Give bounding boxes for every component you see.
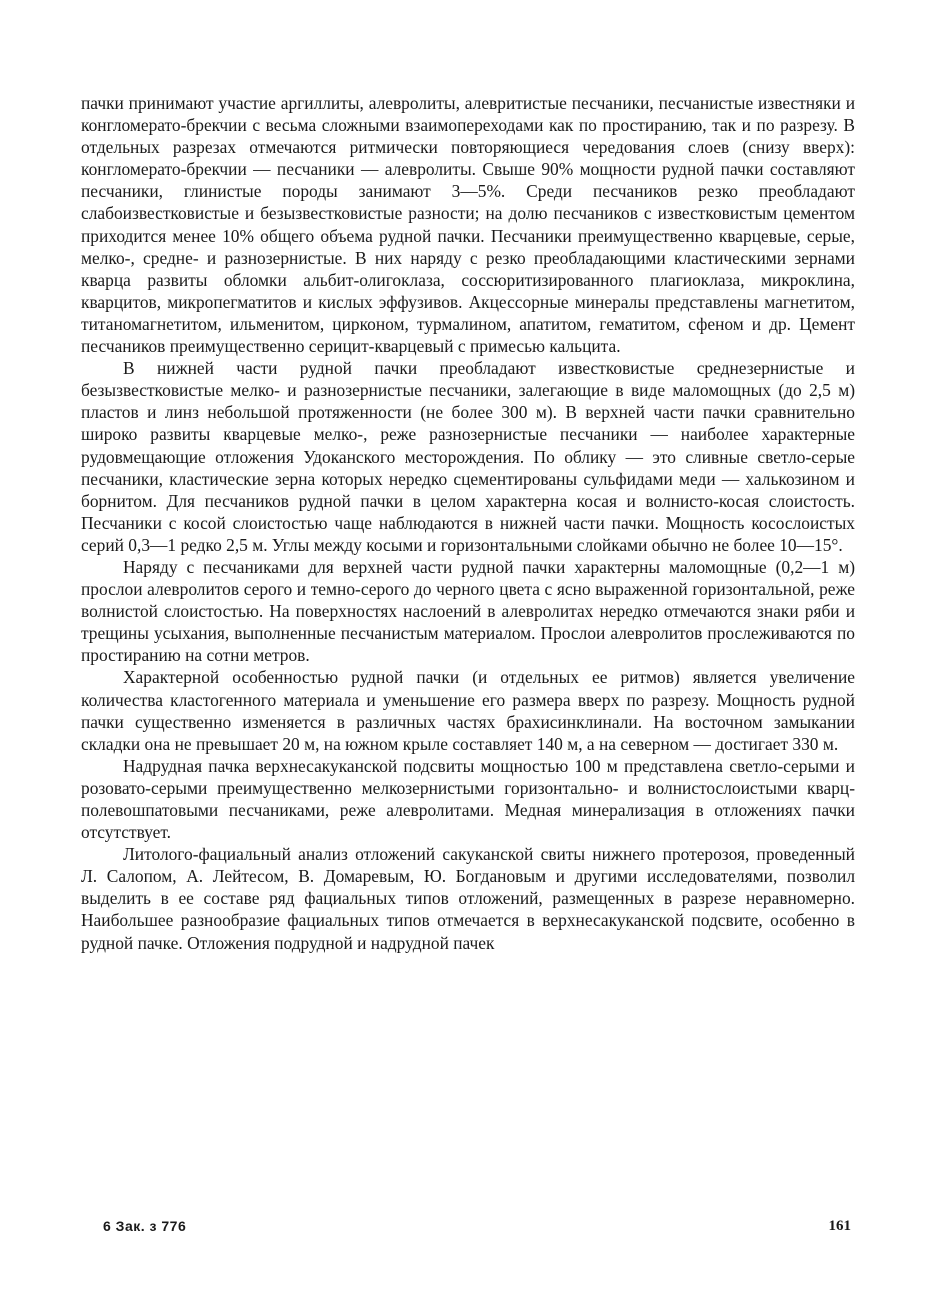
paragraph-6: Литолого-фациальный анализ отложений сакуканской свиты нижнего протерозоя, проведенный Л. Салопом, А. Лейтесом, В. Домаревым, Ю. Богдановым и другими исследователями, позволил выделить в ее составе ряд фациальных типов отложений, размещенных в разрезе неравномерно. Наибольшее разнообразие фациальных типов отмечается в верхнесакуканской подсвите, особенно в рудной пачке. Отложения подрудной и надрудной пачек <box>81 844 855 953</box>
page-body <box>81 92 855 954</box>
paragraph-4: Характерной особенностью рудной пачки (и отдельных ее ритмов) является увеличение количества кластогенного материала и уменьшение его размера вверх по разрезу. Мощность рудной пачки существенно изменяется в различных частях брахисинклинали. На восточном замыкании складки она не превышает 20 м, на южном крыле составляет 140 м, а на северном — достигает 330 м. <box>81 667 855 754</box>
printer-signature: 6 Зак. з 776 <box>103 1218 187 1234</box>
paragraph-3: Наряду с песчаниками для верхней части рудной пачки характерны маломощные (0,2—1 м) прослои алевролитов серого и темно-серого до черного цвета с ясно выраженной горизонтальной, реже волнистой слоистостью. На поверхностях наслоений в алевролитах нередко отмечаются знаки ряби и трещины усыхания, выполненные песчанистым материалом. Прослои алевролитов прослеживаются по простиранию на сотни метров. <box>81 556 855 666</box>
paragraph-2: В нижней части рудной пачки преобладают известковистые среднезернистые и безызвестковистые мелко- и разнозернистые песчаники, залегающие в виде маломощных (до 2,5 м) пластов и линз небольшой протяженности (не более 300 м). В верхней части пачки сравнительно широко развиты кварцевые мелко-, реже разнозернистые песчаники — наиболее характерные рудовмещающие отложения Удоканского месторождения. По облику — это сливные светло-серые песчаники, кластические зерна которых нередко сцементированы сульфидами меди — халькозином и борнитом. Для песчаников рудной пачки в целом характерна косая и волнисто-косая слоистость. Песчаники с косой слоистостью чаще наблюдаются в нижней части пачки. Мощность косослоистых серий 0,3—1 редко 2,5 м. Углы между косыми и горизонтальными слойками обычно не более 10—15°. <box>81 358 855 555</box>
paragraph-5: Надрудная пачка верхнесакуканской подсвиты мощностью 100 м представлена светло-серыми и розовато-серыми преимущественно мелкозернистыми горизонтально- и волнистослоистыми кварц-полевошпатовыми песчаниками, реже алевролитами. Медная минерализация в отложениях пачки отсутствует. <box>81 755 855 843</box>
page-number: 161 <box>828 1218 851 1234</box>
page-footer <box>81 1218 855 1242</box>
paragraph-1: пачки принимают участие аргиллиты, алевролиты, алевритистые песчаники, песчанистые известняки и конгломерато-брекчии с весьма сложными взаимопереходами как по простиранию, так и по разрезу. В отдельных разрезах отмечаются ритмически повторяющиеся чередования слоев (снизу вверх): конгломерато-брекчии — песчаники — алевролиты. Свыше 90% мощности рудной пачки составляют песчаники, глинистые породы занимают 3—5%. Среди песчаников резко преобладают слабоизвестковистые и безызвестковистые разности; на долю песчаников с известковистым цементом приходится менее 10% общего объема рудной пачки. Песчаники преимущественно кварцевые, серые, мелко-, средне- и разнозернистые. В них наряду с резко преобладающими кластическими зернами кварца развиты обломки альбит-олигоклаза, соссюритизированного плагиоклаза, микроклина, кварцитов, микропегматитов и кислых эффузивов. Акцессорные минералы представлены магнетитом, титаномагнетитом, ильменитом, цирконом, турмалином, апатитом, гематитом, сфеном и др. Цемент песчаников преимущественно серицит-кварцевый с примесью кальцита. <box>81 93 855 357</box>
